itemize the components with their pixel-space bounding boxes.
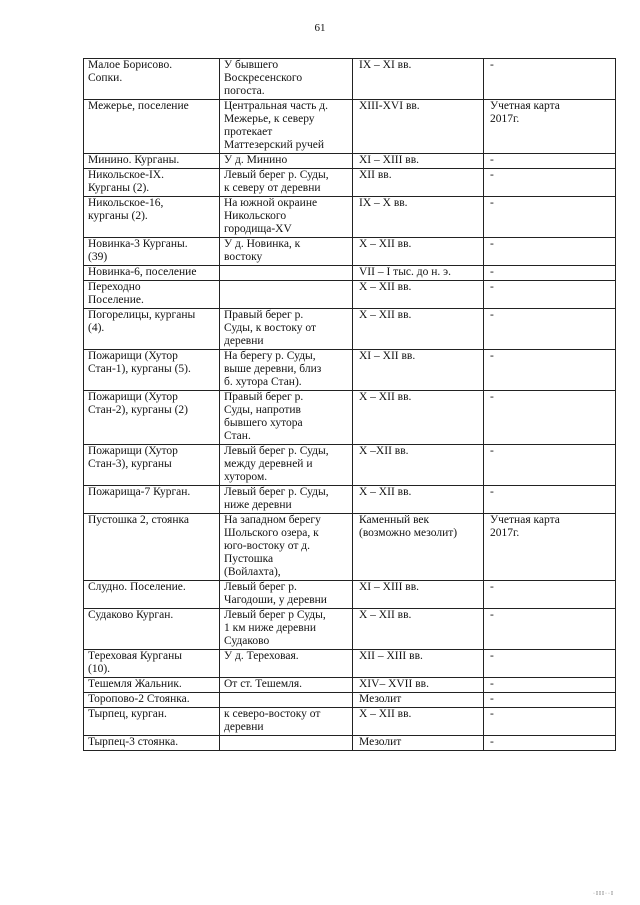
table-row [84,266,616,281]
location-cell: На южной окраине Никольского городища-XV [220,197,353,238]
location-cell: Центральная часть д. Межерье, к северу протекает Маттезерский ручей [220,100,353,154]
table-row [84,100,616,154]
note-cell: - [484,581,616,609]
period-cell: Каменный век (возможно мезолит) [353,514,484,581]
period-cell: X – XII вв. [353,609,484,650]
table-row [84,445,616,486]
note-cell: - [484,266,616,281]
site-name-cell: Погорелицы, курганы (4). [84,309,220,350]
table-row [84,693,616,708]
period-cell: Мезолит [353,736,484,751]
site-name-cell: Межерье, поселение [84,100,220,154]
table-row [84,609,616,650]
period-cell: XI – XII вв. [353,350,484,391]
note-cell: - [484,445,616,486]
note-cell: - [484,736,616,751]
note-cell: - [484,197,616,238]
site-name-cell: Тешемля Жальник. [84,678,220,693]
note-cell: - [484,350,616,391]
period-cell: X – XII вв. [353,708,484,736]
site-name-cell: Тереховая Курганы (10). [84,650,220,678]
site-name-cell: Судаково Курган. [84,609,220,650]
site-name-cell: Новинка-6, поселение [84,266,220,281]
table-row [84,678,616,693]
period-cell: X – XII вв. [353,486,484,514]
table-row [84,391,616,445]
period-cell: X – XII вв. [353,281,484,309]
period-cell: XII – XIII вв. [353,650,484,678]
location-cell: Левый берег р. Суды, между деревней и хутором. [220,445,353,486]
table-row [84,197,616,238]
location-cell: На берегу р. Суды, выше деревни, близ б. хутора Стан). [220,350,353,391]
heritage-sites-table [83,58,616,751]
location-cell: От ст. Тешемля. [220,678,353,693]
period-cell: X – XII вв. [353,309,484,350]
table-row [84,486,616,514]
location-cell: У бывшего Воскресенского погоста. [220,59,353,100]
note-cell: - [484,708,616,736]
table-row [84,350,616,391]
period-cell: XII вв. [353,169,484,197]
location-cell [220,736,353,751]
site-name-cell: Пустошка 2, стоянка [84,514,220,581]
site-name-cell: Тырпец, курган. [84,708,220,736]
table-row [84,650,616,678]
period-cell: X – XII вв. [353,238,484,266]
location-cell: У д. Минино [220,154,353,169]
period-cell: X – XII вв. [353,391,484,445]
site-name-cell: Минино. Курганы. [84,154,220,169]
location-cell: Левый берег р. Суды, ниже деревни [220,486,353,514]
table-row [84,736,616,751]
period-cell: IX – XI вв. [353,59,484,100]
note-cell: - [484,238,616,266]
table-row [84,581,616,609]
period-cell: IX – X вв. [353,197,484,238]
location-cell [220,266,353,281]
period-cell: XI – XIII вв. [353,581,484,609]
note-cell: - [484,678,616,693]
period-cell: XIII-XVI вв. [353,100,484,154]
site-name-cell: Никольское-16, курганы (2). [84,197,220,238]
site-name-cell: Тырпец-3 стоянка. [84,736,220,751]
location-cell: Левый берег р. Чагодоши, у деревни [220,581,353,609]
table-row [84,154,616,169]
site-name-cell: Пожарища-7 Курган. [84,486,220,514]
note-cell: - [484,609,616,650]
table-row [84,281,616,309]
site-name-cell: Новинка-3 Курганы. (39) [84,238,220,266]
table-body [84,59,616,751]
note-cell: - [484,391,616,445]
location-cell [220,693,353,708]
note-cell: Учетная карта 2017г. [484,514,616,581]
site-name-cell: Переходно Поселение. [84,281,220,309]
note-cell: - [484,154,616,169]
location-cell: Правый берег р. Суды, напротив бывшего хутора Стан. [220,391,353,445]
location-cell: На западном берегу Шольского озера, к юго-востоку от д. Пустошка (Войлахта), [220,514,353,581]
site-name-cell: Торопово-2 Стоянка. [84,693,220,708]
table-row [84,708,616,736]
location-cell: Правый берег р. Суды, к востоку от деревни [220,309,353,350]
period-cell: Мезолит [353,693,484,708]
location-cell [220,281,353,309]
note-cell: - [484,486,616,514]
period-cell: VII – I тыс. до н. э. [353,266,484,281]
footer-mark: ·III··I [593,891,614,897]
note-cell: - [484,169,616,197]
table-row [84,514,616,581]
period-cell: XI – XIII вв. [353,154,484,169]
location-cell: Левый берег р Суды, 1 км ниже деревни Судаково [220,609,353,650]
note-cell: - [484,59,616,100]
site-name-cell: Пожарищи (Хутор Стан-3), курганы [84,445,220,486]
location-cell: к северо-востоку от деревни [220,708,353,736]
note-cell: Учетная карта 2017г. [484,100,616,154]
site-name-cell: Пожарищи (Хутор Стан-2), курганы (2) [84,391,220,445]
location-cell: У д. Тереховая. [220,650,353,678]
note-cell: - [484,693,616,708]
site-name-cell: Малое Борисово. Сопки. [84,59,220,100]
table-row [84,59,616,100]
table-row [84,309,616,350]
period-cell: X –XII вв. [353,445,484,486]
table-row [84,169,616,197]
note-cell: - [484,281,616,309]
site-name-cell: Слудно. Поселение. [84,581,220,609]
note-cell: - [484,309,616,350]
location-cell: Левый берег р. Суды, к северу от деревни [220,169,353,197]
location-cell: У д. Новинка, к востоку [220,238,353,266]
period-cell: XIV– XVII вв. [353,678,484,693]
table-row [84,238,616,266]
site-name-cell: Пожарищи (Хутор Стан-1), курганы (5). [84,350,220,391]
note-cell: - [484,650,616,678]
page-number: 61 [314,22,326,34]
site-name-cell: Никольское-IX. Курганы (2). [84,169,220,197]
